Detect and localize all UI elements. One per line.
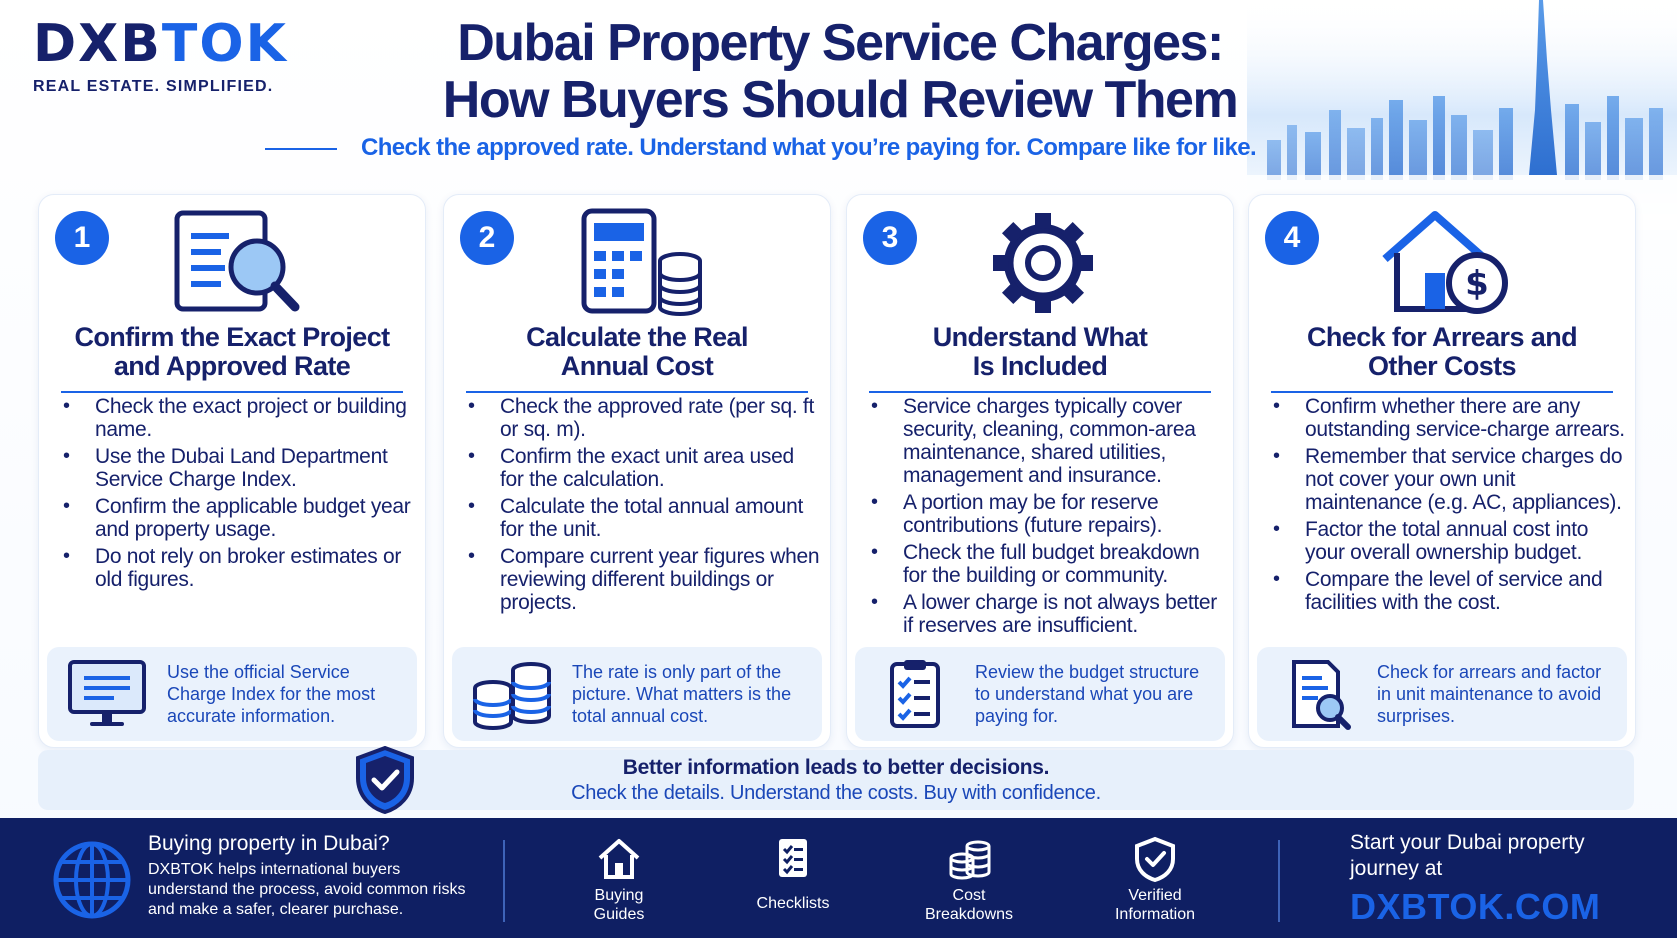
list-item: • Confirm the applicable budget year and property usage.: [59, 495, 417, 541]
step-number-badge: 4: [1265, 211, 1319, 265]
label-line-1: Buying: [594, 887, 644, 904]
calculator-coins-icon: [444, 207, 830, 319]
step-card-3: [846, 194, 1234, 748]
label-line-1: Verified: [1128, 887, 1182, 904]
banner-subline: Check the details. Understand the costs. Buy with confidence.: [571, 782, 1101, 804]
clipboard-checklist-icon: [855, 658, 975, 730]
label-line-1: Cost: [952, 887, 986, 904]
title-underline: [61, 391, 403, 393]
step-card-1: [38, 194, 426, 748]
step-card-2: [443, 194, 831, 748]
step-card-4: [1248, 194, 1636, 748]
step-title-line-1: Confirm the Exact Project: [74, 322, 390, 352]
logo-text-dxb: DXB: [33, 14, 162, 74]
bullet-list: [464, 395, 822, 618]
list-item: • Confirm whether there are any outstanding service-charge arrears.: [1269, 395, 1627, 441]
list-item: • Check the full budget breakdown for the building or community.: [867, 541, 1225, 587]
bullet-list: [867, 395, 1225, 641]
footer-cta-link[interactable]: DXBTOK.COM: [1350, 886, 1601, 927]
footer-cta-text: Start your Dubai property journey at: [1350, 831, 1585, 880]
step-title-line-1: Calculate the Real: [526, 322, 748, 352]
step-title-line-1: Check for Arrears and: [1306, 322, 1577, 352]
shield-check-icon: [1132, 836, 1178, 882]
footer-divider: [1278, 840, 1280, 922]
step-number-badge: 2: [460, 211, 514, 265]
step-title-line-2: Annual Cost: [560, 351, 714, 381]
subtitle-text: Check the approved rate. Understand what you’re paying for. Compare like for like.: [361, 134, 1257, 161]
house-icon: [596, 836, 642, 882]
step-title: [49, 323, 415, 381]
step-title: [454, 323, 820, 381]
footer-heading: Buying property in Dubai?: [148, 832, 390, 855]
logo-text-tok: TOK: [161, 14, 288, 74]
tip-text: Use the official Service Charge Index for the most accurate information.: [167, 662, 376, 726]
tip-text: Review the budget structure to understand what you are paying for.: [975, 662, 1200, 726]
step-title-line-2: Other Costs: [1368, 351, 1516, 381]
list-item: • Compare the level of service and facilities with the cost.: [1269, 568, 1627, 614]
footer-link-label: [1085, 886, 1225, 924]
title-line-2: How Buyers Should Review Them: [442, 71, 1238, 129]
banner-headline: Better information leads to better decisions.: [622, 756, 1050, 779]
tip-text: Check for arrears and factor in unit maintenance to avoid surprises.: [1377, 662, 1602, 726]
label-line-2: Breakdowns: [924, 906, 1014, 923]
bullet-list: [59, 395, 417, 595]
footer-link-cost-breakdowns[interactable]: [899, 836, 1039, 924]
step-number-badge: 3: [863, 211, 917, 265]
document-search-icon: [1257, 658, 1377, 730]
step-title: [857, 323, 1223, 381]
label-line-2: Guides: [593, 906, 645, 923]
house-dollar-icon: [1249, 207, 1635, 319]
globe-icon: [52, 840, 132, 920]
list-item: • Check the approved rate (per sq. ft or sq. m).: [464, 395, 822, 441]
list-item: • Confirm the exact unit area used for the calculation.: [464, 445, 822, 491]
list-item: • A lower charge is not always better if reserves are insufficient.: [867, 591, 1225, 637]
subtitle-rule: [265, 148, 337, 150]
footer-link-checklists[interactable]: [723, 836, 863, 913]
svg-text:$: $: [1465, 264, 1489, 304]
brand-tagline: REAL ESTATE. SIMPLIFIED.: [33, 78, 274, 95]
checklist-icon: [770, 836, 816, 882]
bullet-list: [1269, 395, 1627, 618]
page-title: [360, 14, 1320, 128]
footer: [0, 818, 1677, 938]
gear-icon: [847, 207, 1233, 319]
footer-link-label: [549, 886, 689, 924]
tip-box: [1257, 647, 1627, 741]
tip-box: [855, 647, 1225, 741]
tip-text: The rate is only part of the picture. What matters is the total annual cost.: [572, 662, 792, 726]
list-item: • Factor the total annual cost into your overall ownership budget.: [1269, 518, 1627, 564]
list-item: • Use the Dubai Land Department Service Charge Index.: [59, 445, 417, 491]
list-item: • Do not rely on broker estimates or old figures.: [59, 545, 417, 591]
title-underline: [869, 391, 1211, 393]
document-magnifier-icon: [39, 207, 425, 319]
step-number-badge: 1: [55, 211, 109, 265]
footer-link-label: [899, 886, 1039, 924]
step-title-line-2: and Approved Rate: [113, 351, 351, 381]
list-item: • Check the exact project or building name.: [59, 395, 417, 441]
list-item: • Calculate the total annual amount for the unit.: [464, 495, 822, 541]
coins-icon: [946, 836, 992, 882]
logo-wordmark: [33, 14, 288, 74]
list-item: • A portion may be for reserve contributions (future repairs).: [867, 491, 1225, 537]
list-item: • Remember that service charges do not cover your own unit maintenance (e.g. AC, appliances).: [1269, 445, 1627, 514]
bottom-banner: [38, 750, 1634, 810]
footer-link-buying-guides[interactable]: [549, 836, 689, 924]
tip-box: [47, 647, 417, 741]
label-line-2: Information: [1114, 906, 1196, 923]
step-title-line-2: Is Included: [972, 351, 1108, 381]
brand-logo[interactable]: [33, 14, 288, 96]
monitor-icon: [47, 658, 167, 730]
footer-link-verified-information[interactable]: [1085, 836, 1225, 924]
footer-description: DXBTOK helps international buyers understand the process, avoid common risks and make a safer, clearer purchase.: [148, 861, 466, 918]
title-line-1: Dubai Property Service Charges:: [457, 14, 1223, 72]
list-item: • Compare current year figures when reviewing different buildings or projects.: [464, 545, 822, 614]
footer-link-label: Checklists: [756, 895, 830, 912]
list-item: • Service charges typically cover security, cleaning, common-area maintenance, shared utilities, management and insurance.: [867, 395, 1225, 487]
coin-stacks-icon: [452, 658, 572, 730]
title-underline: [1271, 391, 1613, 393]
step-title-line-1: Understand What: [932, 322, 1148, 352]
footer-divider: [503, 840, 505, 922]
step-title: [1259, 323, 1625, 381]
subtitle: [265, 134, 1345, 162]
tip-box: [452, 647, 822, 741]
title-underline: [466, 391, 808, 393]
